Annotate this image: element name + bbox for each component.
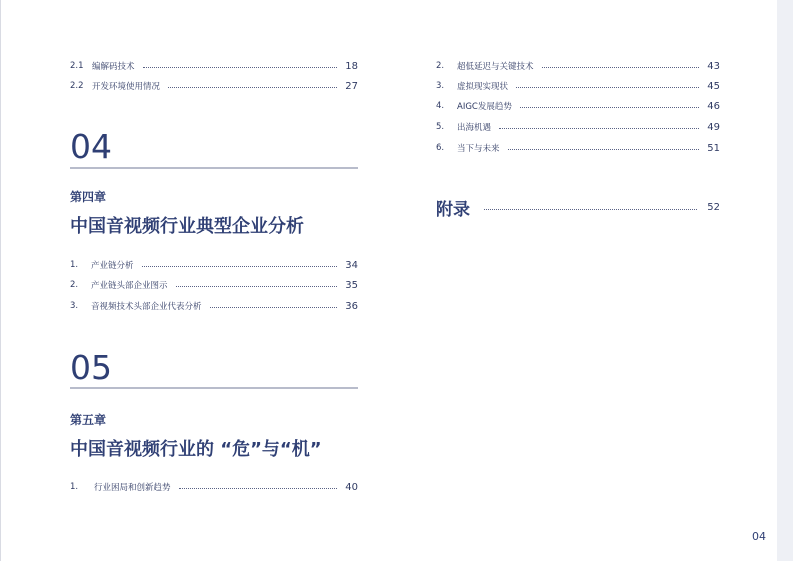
entry-number: 1.	[70, 482, 79, 492]
entry-page: 27	[345, 80, 358, 92]
toc-entry-2-1[interactable]	[70, 59, 358, 73]
entry-page: 35	[345, 279, 358, 291]
toc-entry-appendix[interactable]	[436, 196, 720, 218]
entry-title: 行业困局和创新趋势	[94, 483, 171, 493]
toc-entry-5-1[interactable]	[70, 480, 358, 494]
chapter-4-number: 04	[70, 127, 112, 166]
dot-leader	[210, 307, 338, 308]
entry-number: 1.	[70, 260, 79, 270]
entry-title: AIGC发展趋势	[457, 102, 512, 112]
toc-entry-4-1[interactable]	[70, 258, 358, 272]
entry-number: 5.	[436, 122, 445, 132]
entry-number: 2.2	[70, 81, 84, 91]
appendix-page: 52	[707, 201, 720, 213]
dot-leader	[179, 488, 338, 489]
dot-leader	[484, 209, 697, 210]
entry-title: 音视频技术头部企业代表分析	[91, 302, 202, 312]
toc-entry-4-3[interactable]	[70, 299, 358, 313]
entry-title: 开发环境使用情况	[92, 82, 161, 92]
entry-page: 45	[707, 80, 720, 92]
entry-page: 43	[707, 60, 720, 72]
entry-title: 当下与未来	[457, 144, 500, 154]
toc-entry-r-3[interactable]	[436, 79, 720, 93]
dot-leader	[520, 107, 699, 108]
entry-page: 51	[707, 142, 720, 154]
toc-entry-r-5[interactable]	[436, 120, 720, 134]
entry-number: 2.	[436, 61, 445, 71]
entry-number: 3.	[70, 301, 79, 311]
dot-leader	[142, 266, 338, 267]
entry-number: 6.	[436, 143, 445, 153]
toc-entry-2-2[interactable]	[70, 79, 358, 93]
entry-title: 出海机遇	[457, 123, 492, 133]
dot-leader	[516, 87, 699, 88]
entry-number: 2.	[70, 280, 79, 290]
dot-leader	[499, 128, 699, 129]
entry-title: 产业链分析	[91, 261, 134, 271]
entry-page: 18	[345, 60, 358, 72]
entry-page: 34	[345, 259, 358, 271]
dot-leader	[143, 67, 338, 68]
toc-entry-r-2[interactable]	[436, 59, 720, 73]
toc-entry-r-6[interactable]	[436, 141, 720, 155]
dot-leader	[176, 286, 338, 287]
chapter-4-rule	[70, 167, 358, 169]
entry-number: 2.1	[70, 61, 84, 71]
chapter-5-title[interactable]: 中国音视频行业的 “危”与“机”	[70, 439, 322, 460]
dot-leader	[168, 87, 337, 88]
page-edge-line	[0, 0, 1, 561]
entry-title: 虚拟现实现状	[457, 82, 509, 92]
entry-page: 46	[707, 100, 720, 112]
appendix-title: 附录	[436, 199, 470, 220]
toc-entry-r-4[interactable]	[436, 99, 720, 113]
entry-number: 4.	[436, 101, 445, 111]
dot-leader	[508, 149, 700, 150]
entry-title: 超低延迟与关键技术	[457, 62, 534, 72]
entry-title: 编解码技术	[92, 62, 135, 72]
entry-page: 49	[707, 121, 720, 133]
entry-page: 36	[345, 300, 358, 312]
dot-leader	[542, 67, 700, 68]
page-side-band	[777, 0, 793, 561]
chapter-5-rule	[70, 387, 358, 389]
entry-page: 40	[345, 481, 358, 493]
entry-title: 产业链头部企业图示	[91, 281, 168, 291]
toc-entry-4-2[interactable]	[70, 278, 358, 292]
chapter-5-number: 05	[70, 348, 112, 387]
chapter-5-label: 第五章	[70, 413, 107, 427]
entry-number: 3.	[436, 81, 445, 91]
chapter-4-title[interactable]: 中国音视频行业典型企业分析	[70, 216, 304, 237]
page-number: 04	[752, 530, 766, 543]
chapter-4-label: 第四章	[70, 190, 107, 204]
